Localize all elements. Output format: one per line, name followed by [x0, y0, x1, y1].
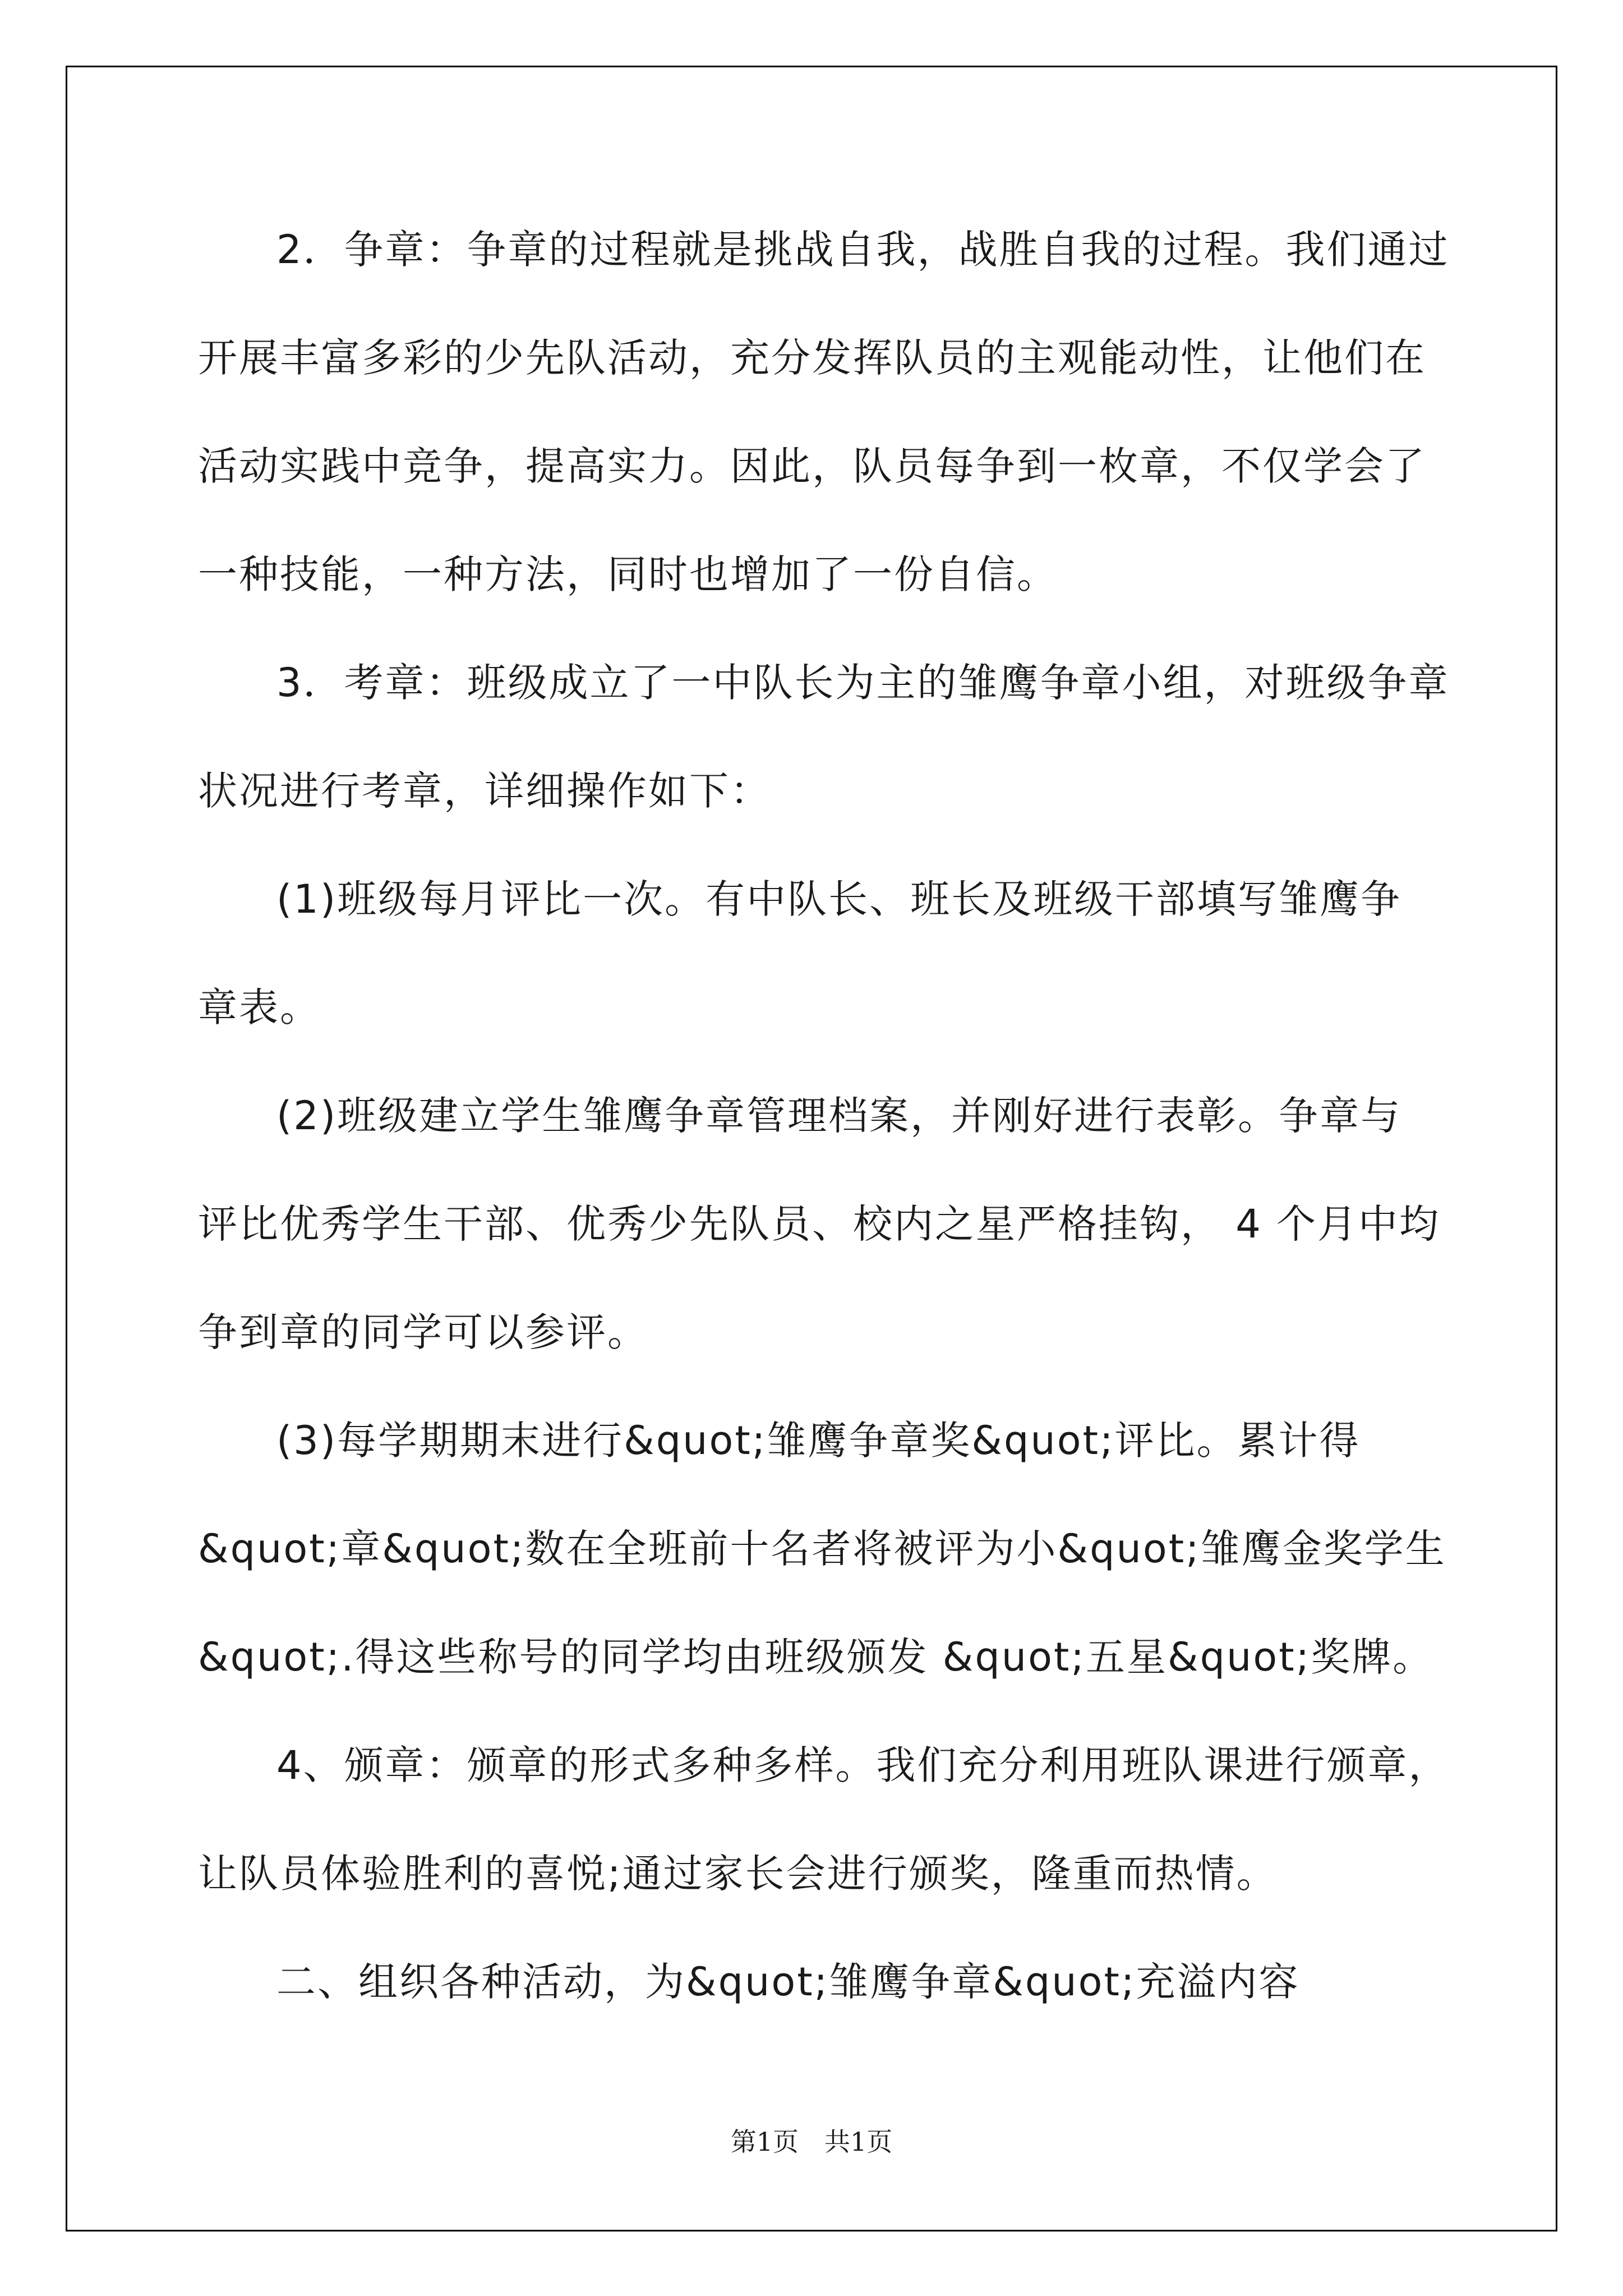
paragraph-line: 开展丰富多彩的少先队活动，充分发挥队员的主观能动性，让他们在: [198, 335, 1426, 381]
paragraph-line: 评比优秀学生干部、优秀少先队员、校内之星严格挂钩， 4 个月中均: [198, 1201, 1441, 1247]
paragraph-line: (3)每学期期末进行&quot;雏鹰争章奖&quot;评比。累计得: [276, 1418, 1361, 1464]
paragraph-line: &quot;章&quot;数在全班前十名者将被评为小&quot;雏鹰金奖学生: [198, 1526, 1446, 1572]
paragraph-line: 一种技能，一种方法，同时也增加了一份自信。: [198, 551, 1058, 597]
paragraph-line: 二、组织各种活动，为&quot;雏鹰争章&quot;充溢内容: [276, 1959, 1300, 2005]
paragraph-line: (1)班级每月评比一次。有中队长、班长及班级干部填写雏鹰争: [276, 876, 1402, 922]
paragraph-line: 2．争章：争章的过程就是挑战自我，战胜自我的过程。我们通过: [276, 227, 1450, 273]
paragraph-line: 3．考章：班级成立了一中队长为主的雏鹰争章小组，对班级争章: [276, 660, 1450, 706]
paragraph-line: &quot;.得这些称号的同学均由班级颁发 &quot;五星&quot;奖牌。: [198, 1634, 1434, 1680]
paragraph-line: 让队员体验胜利的喜悦;通过家长会进行颁奖，隆重而热情。: [198, 1851, 1278, 1897]
paragraph-line: 4、颁章：颁章的形式多种多样。我们充分利用班队课进行颁章，: [276, 1742, 1450, 1788]
paragraph-line: 章表。: [198, 984, 321, 1030]
paragraph-line: (2)班级建立学生雏鹰争章管理档案，并刚好进行表彰。争章与: [276, 1093, 1402, 1139]
paragraph-line: 争到章的同学可以参评。: [198, 1309, 648, 1355]
paragraph-line: 状况进行考章，详细操作如下：: [198, 768, 771, 814]
page-footer: 第1页 共1页: [730, 2127, 893, 2157]
paragraph-line: 活动实践中竞争，提高实力。因此，队员每争到一枚章，不仅学会了: [198, 443, 1426, 489]
